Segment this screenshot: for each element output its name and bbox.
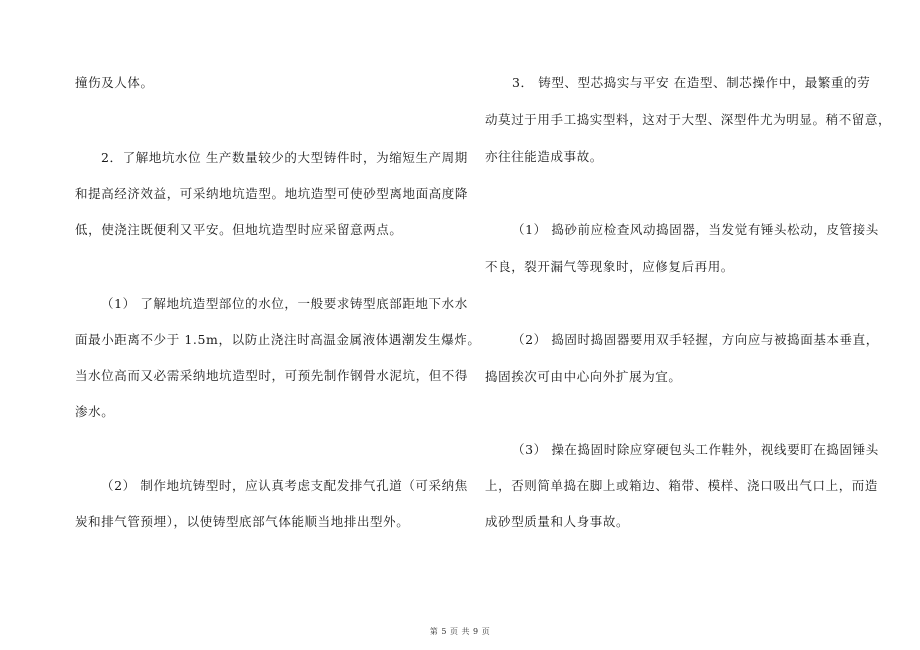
text-line: 亦往往能造成事故。 [485,149,603,164]
text-line: 炭和排气管预埋），以使铸型底部气体能顺当地排出型外。 [75,514,410,529]
text-line: （1） 了解地坑造型部位的水位，一般要求铸型底部距地下水水 [101,296,468,311]
text-line: （2） 捣固时捣固器要用双手轻握，方向应与被捣面基本垂直， [512,332,879,347]
text-line: 低，使浇注既便利又平安。但地坑造型时应采留意两点。 [75,222,403,237]
text-line: 上，否则简单捣在脚上或箱边、箱带、模样、浇口吸出气口上，而造 [485,478,879,493]
text-line: 和提高经济效益，可采纳地坑造型。地坑造型可使砂型离地面高度降 [75,186,469,201]
text-line: 撞伤及人体。 [75,75,154,90]
text-line: 动莫过于用手工捣实型料，这对于大型、深型件尤为明显。稍不留意， [485,112,892,127]
text-line: （2） 制作地坑铸型时，应认真考虑支配发排气孔道（可采纳焦 [101,478,468,493]
text-line: 捣固挨次可由中心向外扩展为宜。 [485,369,682,384]
page-number-footer: 第 5 页 共 9 页 [429,627,491,636]
text-line: 3． 铸型、型芯捣实与平安 在造型、制芯操作中，最繁重的劳 [512,75,871,90]
text-line: 渗水。 [75,404,115,419]
text-line: 2．了解地坑水位 生产数量较少的大型铸件时，为缩短生产周期 [101,150,468,165]
text-line: 当水位高而又必需采纳地坑造型时，可预先制作钢骨水泥坑，但不得 [75,368,469,383]
text-line: （1） 捣砂前应检查风动捣固器，当发觉有锤头松动，皮管接头 [512,222,879,237]
text-line: 成砂型质量和人身事故。 [485,514,630,529]
text-line: 不良，裂开漏气等现象时，应修复后再用。 [485,259,734,274]
text-line: 面最小距离不少于 1.5m，以防止浇注时高温金属液体遇潮发生爆炸。 [75,332,481,347]
text-line: （3） 操在捣固时除应穿硬包头工作鞋外，视线要盯在捣固锤头 [512,442,879,457]
